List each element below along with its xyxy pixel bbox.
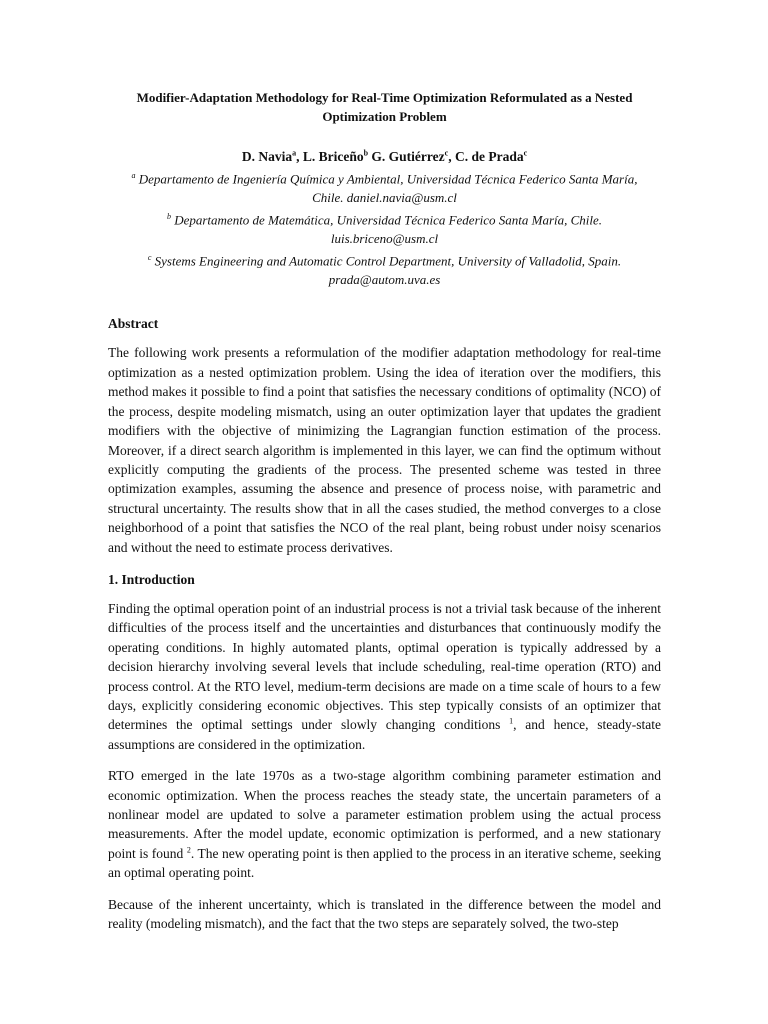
- citation-ref: 2: [186, 845, 191, 855]
- abstract-heading: Abstract: [108, 316, 159, 332]
- author: C. de Prada$^c$: [454, 148, 528, 164]
- intro-paragraph-2: RTO emerged in the late 1970s as a two-stage algorithm combining parameter estimation and economic optimization. When the process reaches the steady state, the uncertain parameters of a nonlinear model are updated to solve a parameter estimation problem using the actual process measurements. After the model update, economic optimization is performed, and a new stationary point is found $^2$. The new operating point is then applied to the process in an iterative scheme, seeking an optimal operating point.: [108, 768, 661, 881]
- intro-paragraph-3: Because of the inherent uncertainty, which is translated in the difference between the model and reality (modeling mismatch), and the fact that the two steps are separately solved, the two-step: [108, 896, 661, 932]
- citation-ref: 1: [509, 716, 514, 726]
- author: G. Gutiérrez$^c$,: [371, 148, 455, 164]
- author: L. Briceño$^b$: [302, 148, 369, 164]
- author: D. Navia$^a$,: [241, 148, 303, 164]
- paper-title: Modifier-Adaptation Methodology for Real-Time Optimization Reformulated as a Nested Optimization Problem: [136, 90, 633, 124]
- affiliation-c: $^c$ Systems Engineering and Automatic Control Department, University of Valladolid, Spain. prada@autom.uva.es: [147, 253, 622, 288]
- affiliation-b: $^b$ Departamento de Matemática, Universidad Técnica Federico Santa María, Chile. luis.briceno@usm.cl: [166, 211, 603, 247]
- abstract-text: The following work presents a reformulation of the modifier adaptation methodology for real-time optimization as a nested optimization problem. Using the idea of iteration over the modifiers, this method makes it possible to find a point that satisfies the necessary conditions of optimality (NCO) of the process, despite modeling mismatch, using an outer optimization layer that updates the gradient modifiers with the objective of minimizing the Lagrangian function estimation of the process. Moreover, if a direct search algorithm is implemented in this layer, we can find the optimum without explicitly computing the gradients of the process. The presented scheme was tested in three optimization examples, assuming the absence and presence of process noise, with parametric and structural uncertainty. The results show that in all the cases studied, the method converges to a close neighborhood of a point that satisfies the NCO of the real plant, being robust under noisy scenarios and without the need to estimate process derivatives.: [108, 345, 661, 555]
- introduction-heading: 1. Introduction: [108, 571, 195, 587]
- intro-paragraph-1: Finding the optimal operation point of an industrial process is not a trivial task because of the inherent difficulties of the process itself and the uncertainties and disturbances that continuously modify the operating conditions. In highly automated plants, optimal operation is typically addressed by a decision hierarchy involving several levels that include scheduling, real-time operation (RTO) and process control. At the RTO level, medium-term decisions are made on a time scale of hours to a few days, explicitly considering economic objectives. This step typically consists of an optimizer that determines the optimal settings under slowly changing conditions $^1$, and hence, steady-state assumptions are considered in the optimization.: [108, 600, 661, 752]
- affiliation-a: $^a$ Departamento de Ingeniería Química y Ambiental, Universidad Técnica Federico Santa María, Chile. daniel.navia@usm.cl: [131, 170, 638, 205]
- paper-page: [108, 88, 661, 933]
- author-list: [108, 144, 661, 166]
